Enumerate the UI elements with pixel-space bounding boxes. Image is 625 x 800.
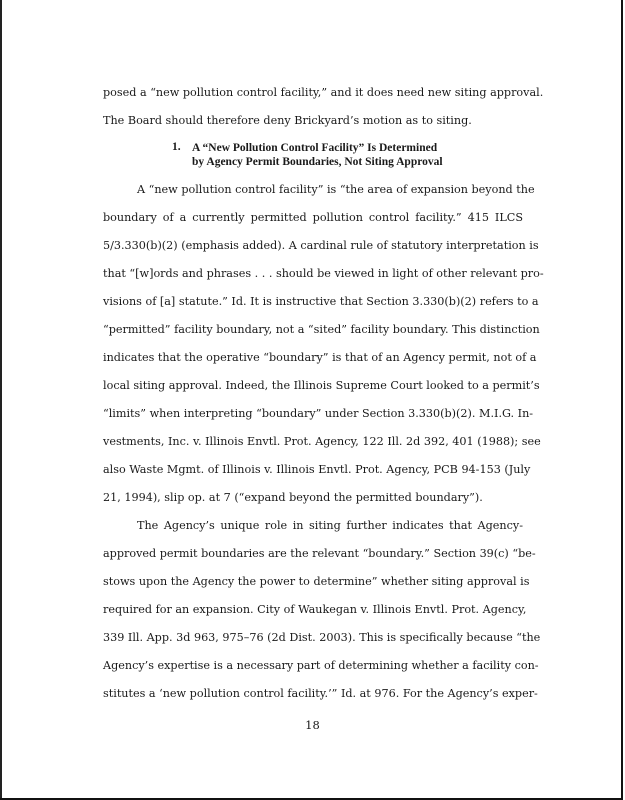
paragraph-line: stitutes a ‘new pollution control facility.’” Id. at 976. For the Agency’s exper- (103, 687, 538, 700)
paragraph-line: 21, 1994), slip op. at 7 (“expand beyond the permitted boundary”). (103, 491, 483, 504)
paragraph-line: 5/3.330(b)(2) (emphasis added). A cardinal rule of statutory interpretation is (103, 239, 539, 252)
paragraph-line: approved permit boundaries are the relevant “boundary.” Section 39(c) “be- (103, 547, 536, 560)
paragraph-line: “permitted” facility boundary, not a “sited” facility boundary. This distinction (103, 323, 540, 336)
paragraph-line: The Agency’s unique role in siting further indicates that Agency- (137, 519, 523, 532)
paragraph-line: 339 Ill. App. 3d 963, 975–76 (2d Dist. 2003). This is specifically because “the (103, 631, 541, 644)
paragraph-line: “limits” when interpreting “boundary” under Section 3.330(b)(2). M.I.G. In- (103, 407, 534, 420)
section-heading-line1: A “New Pollution Control Facility” Is Determined (192, 142, 438, 154)
paragraph-line: Agency’s expertise is a necessary part of determining whether a facility con- (103, 659, 539, 672)
paragraph-line: local siting approval. Indeed, the Illinois Supreme Court looked to a permit’s (103, 379, 540, 392)
paragraph-line: indicates that the operative “boundary” is that of an Agency permit, not of a (103, 351, 537, 364)
body-text-line: posed a “new pollution control facility,” and it does need new siting approval. (103, 86, 544, 99)
paragraph-line: A “new pollution control facility” is “the area of expansion beyond the (137, 183, 535, 196)
paragraph-line: stows upon the Agency the power to determine” whether siting approval is (103, 575, 530, 588)
section-heading-line2: by Agency Permit Boundaries, Not Siting Approval (192, 156, 443, 168)
paragraph-line: that “[w]ords and phrases . . . should be viewed in light of other relevant pro- (103, 267, 544, 280)
paragraph-line: boundary of a currently permitted pollution control facility.” 415 ILCS (103, 211, 523, 224)
paragraph-line: vestments, Inc. v. Illinois Envtl. Prot. Agency, 122 Ill. 2d 392, 401 (1988); see (103, 435, 541, 448)
body-text-line: The Board should therefore deny Brickyard’s motion as to siting. (103, 114, 472, 127)
paragraph-line: visions of [a] statute.” Id. It is instructive that Section 3.330(b)(2) refers to a (103, 295, 539, 308)
paragraph-line: required for an expansion. City of Waukegan v. Illinois Envtl. Prot. Agency, (103, 603, 527, 616)
page-number: 18 (305, 718, 320, 732)
section-number: 1. (172, 141, 181, 153)
paragraph-line: also Waste Mgmt. of Illinois v. Illinois Envtl. Prot. Agency, PCB 94-153 (July (103, 463, 531, 476)
